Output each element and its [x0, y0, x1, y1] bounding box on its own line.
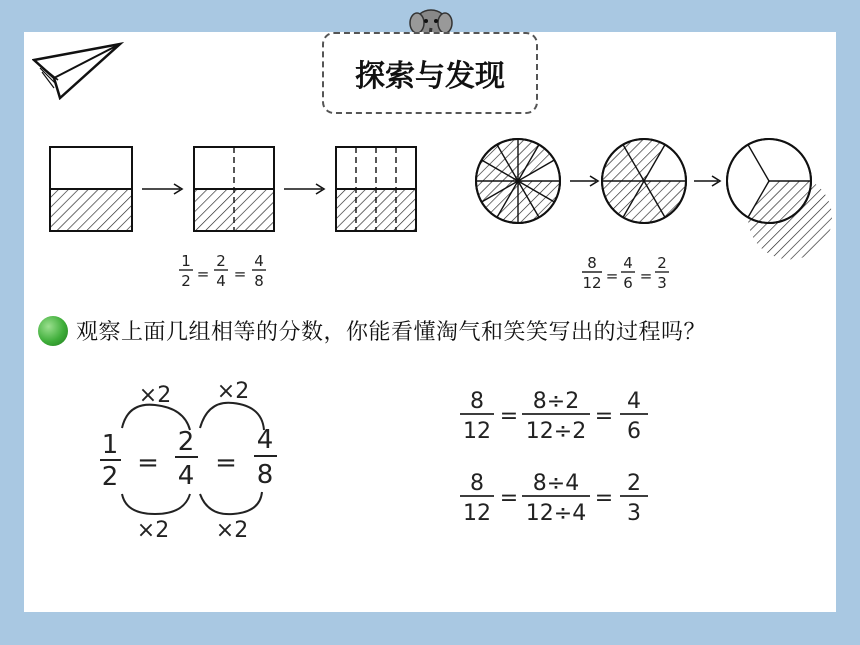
equals-sign: = — [499, 486, 519, 511]
frac-num: 1 — [181, 252, 191, 270]
frac-num: 8 — [587, 254, 597, 272]
frac-den: 12 — [463, 501, 491, 526]
frac-num: 4 — [254, 252, 264, 270]
equals-sign: = — [137, 448, 159, 478]
frac-num: 8 — [470, 471, 484, 496]
frac-den: 12÷2 — [525, 419, 587, 444]
frac-num: 2 — [627, 471, 641, 496]
frac-den: 2 — [101, 462, 119, 492]
question-text: 观察上面几组相等的分数，你能看懂淘气和笑笑写出的过程吗？ — [76, 320, 707, 345]
frac-num: 2 — [216, 252, 226, 270]
green-bullet-icon — [38, 316, 68, 346]
frac-den: 12÷4 — [525, 501, 587, 526]
work-left — [91, 379, 277, 543]
work-right — [460, 389, 648, 526]
arrow-2 — [284, 184, 324, 194]
multiplier-label: ×2 — [138, 383, 172, 408]
multiplier-label: ×2 — [136, 518, 170, 543]
equals-sign: = — [196, 265, 210, 283]
frac-num: 2 — [177, 427, 195, 457]
frac-num: 4 — [256, 425, 274, 455]
multiplier-label: ×2 — [215, 518, 249, 543]
frac-den: 6 — [627, 419, 641, 444]
frac-num: 1 — [101, 430, 119, 460]
equals-sign: = — [605, 267, 619, 285]
question-line — [38, 315, 706, 346]
fraction-eq-left — [179, 252, 266, 290]
circle-sixths — [602, 139, 686, 223]
arrow-1 — [142, 184, 182, 194]
rect-half — [50, 147, 132, 231]
frac-den: 8 — [254, 272, 264, 290]
frac-den: 12 — [582, 274, 602, 292]
frac-den: 4 — [216, 272, 226, 290]
arrow-3 — [570, 176, 598, 186]
arrow-4 — [694, 176, 720, 186]
circle-twelfths — [476, 139, 560, 223]
frac-num: 8÷4 — [532, 471, 580, 496]
circle-thirds — [727, 139, 832, 259]
equals-sign: = — [639, 267, 653, 285]
frac-num: 4 — [627, 389, 641, 414]
multiplier-label: ×2 — [216, 379, 250, 404]
equals-sign: = — [499, 404, 519, 429]
equals-sign: = — [594, 486, 614, 511]
frac-den: 2 — [181, 272, 191, 290]
rect-four-eighths — [336, 147, 416, 231]
frac-num: 8÷2 — [532, 389, 580, 414]
frac-den: 4 — [177, 461, 195, 491]
frac-num: 4 — [623, 254, 633, 272]
equals-sign: = — [215, 448, 237, 478]
frac-den: 3 — [657, 274, 667, 292]
frac-num: 2 — [657, 254, 667, 272]
equals-sign: = — [233, 265, 247, 283]
frac-den: 3 — [627, 501, 641, 526]
rect-two-quarters — [194, 147, 274, 231]
frac-den: 8 — [256, 460, 274, 490]
equals-sign: = — [594, 404, 614, 429]
frac-den: 12 — [463, 419, 491, 444]
frac-den: 6 — [623, 274, 633, 292]
page-title: 探索与发现 — [355, 59, 505, 94]
frac-num: 8 — [470, 389, 484, 414]
fraction-eq-right — [582, 254, 669, 292]
